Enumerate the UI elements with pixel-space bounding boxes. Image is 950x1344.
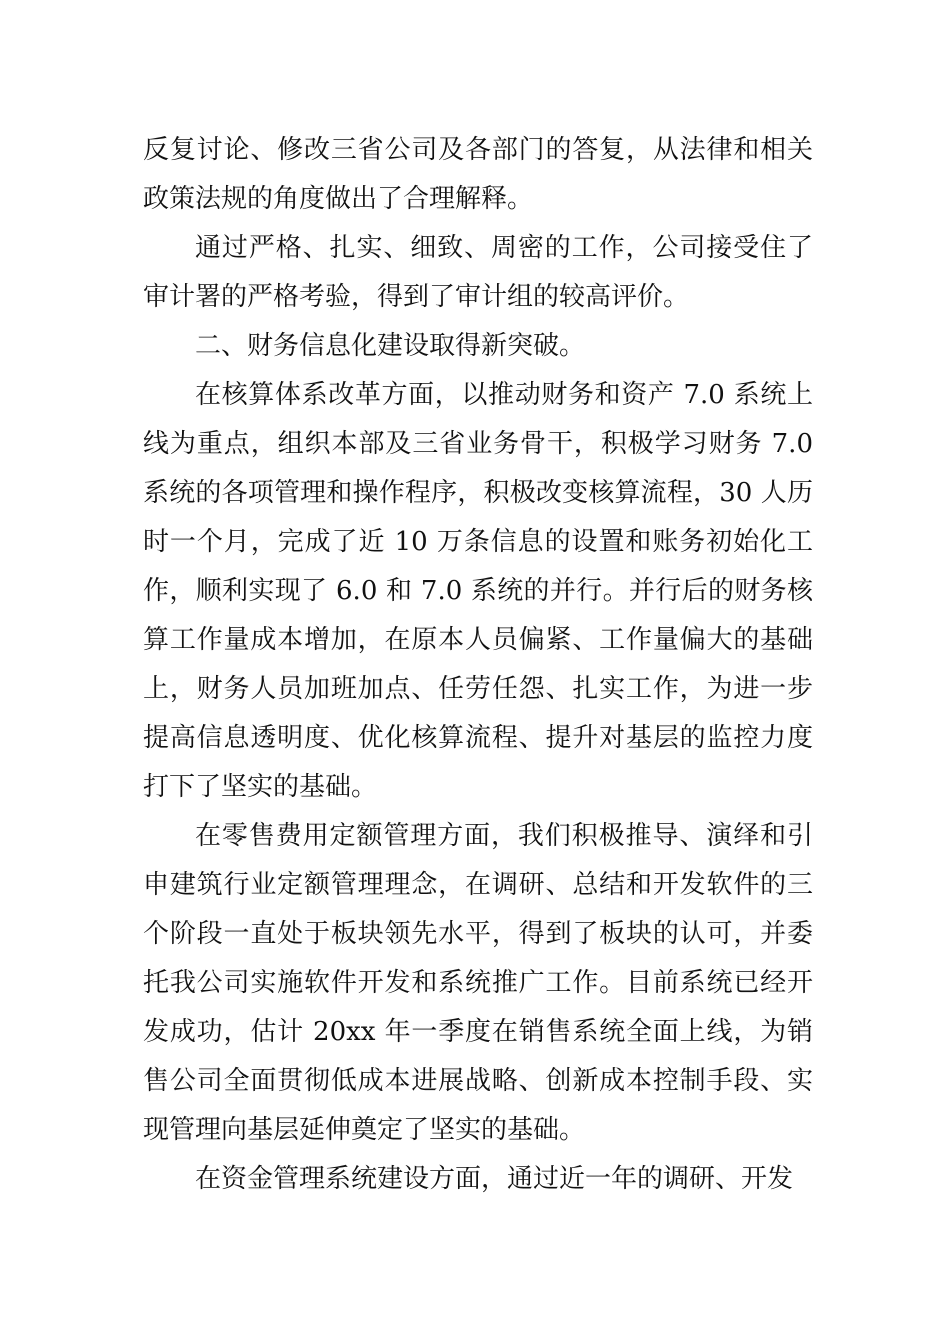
paragraph-continuation: 反复讨论、修改三省公司及各部门的答复，从法律和相关政策法规的角度做出了合理解释。	[143, 135, 813, 214]
paragraph-fund-management: 在资金管理系统建设方面，通过近一年的调研、开发	[195, 1164, 794, 1194]
paragraph-accounting-reform: 在核算体系改革方面，以推动财务和资产 7.0 系统上线为重点，组织本部及三省业务骨干，积极学习财务 7.0 系统的各项管理和操作程序，积极改变核算流程，30 人历时一个月，完成了近 10 万条信息的设置和账务初始化工作，顺利实现了 6.0 和 7.0 系统的并行。并行后的财务核算工作量成本增加，在原本人员偏紧、工作量偏大的基础上，财务人员加班加点、任劳任怨、扎实工作，为进一步提高信息透明度、优化核算流程、提升对基层的监控力度打下了坚实的基础。	[143, 380, 813, 802]
paragraph-audit-result: 通过严格、扎实、细致、周密的工作，公司接受住了审计署的严格考验，得到了审计组的较高评价。	[143, 233, 813, 312]
document-body	[143, 126, 813, 1204]
section-heading: 二、财务信息化建设取得新突破。	[195, 331, 586, 361]
paragraph-retail-quota: 在零售费用定额管理方面，我们积极推导、演绎和引申建筑行业定额管理理念，在调研、总结和开发软件的三个阶段一直处于板块领先水平，得到了板块的认可，并委托我公司实施软件开发和系统推广工作。目前系统已经开发成功，估计 20xx 年一季度在销售系统全面上线，为销售公司全面贯彻低成本进展战略、创新成本控制手段、实现管理向基层延伸奠定了坚实的基础。	[143, 821, 813, 1145]
